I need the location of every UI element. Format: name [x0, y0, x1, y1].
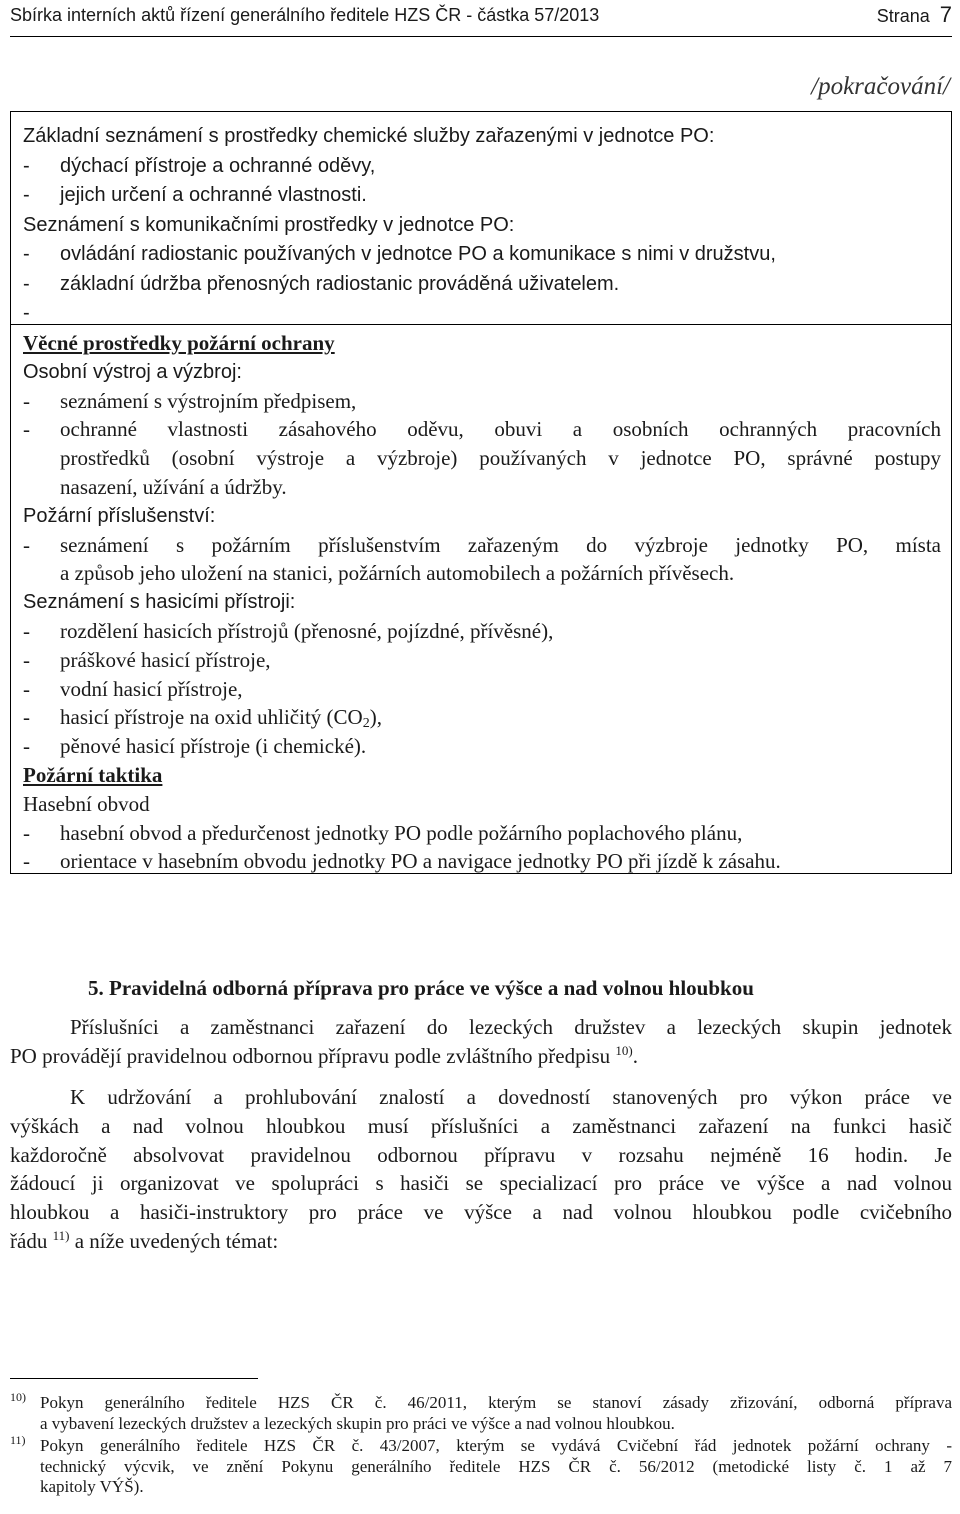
section-heading: 5. Pravidelná odborná příprava pro práce ve výšce a nad volnou hloubkou [88, 976, 754, 1000]
subheading-personal-gear: Osobní výstroj a výzbroj: [23, 360, 242, 383]
list-item: - jejich určení a ochranné vlastnosti. [23, 184, 367, 206]
list-item: - orientace v hasebním obvodu jednotky PO a navigace jednotky PO při jízdě k zásahu. [23, 849, 781, 874]
footnote-ref: 10) [615, 1042, 633, 1058]
box-text-line: Seznámení s komunikačními prostředky v jednotce PO: [23, 213, 515, 236]
list-item: - rozdělení hasicích přístrojů (přenosné, pojízdné, přívěsné), [23, 618, 554, 643]
subheading-accessories: Požární příslušenství: [23, 504, 216, 527]
subheading-district: Hasební obvod [23, 791, 150, 816]
box-text-line: Základní seznámení s prostředky chemické služby zařazenými v jednotce PO: [23, 125, 715, 147]
footnote-divider [10, 1378, 258, 1379]
footnote-ref: 11) [52, 1227, 70, 1243]
page-number: 7 [939, 2, 952, 27]
list-item: - vodní hasicí přístroje, [23, 676, 243, 701]
list-item: - hasební obvod a předurčenost jednotky PO podle požárního poplachového plánu, [23, 820, 743, 845]
footnote-10: 10) Pokyn generálního ředitele HZS ČR č. 46/2011, kterým se stanoví zásady zřizování, odborná příprava a vybavení lezeckých družstev a lezeckých skupin pro práci ve výšce a nad volnou hloubkou. [10, 1390, 952, 1433]
list-item: - hasicí přístroje na oxid uhličitý $(CO_2)$, [23, 705, 382, 732]
topic-box-equipment-tactics [10, 324, 952, 874]
collection-title: Sbírka interních aktů řízení generálního ředitele HZS ČR - částka 57/2013 [10, 5, 600, 25]
continuation-note: /pokračování/ [811, 73, 950, 100]
topic-box-content [23, 122, 941, 329]
list-item: - seznámení s výstrojním předpisem, [23, 388, 357, 413]
list-item: - ochranné vlastnosti zásahového oděvu, obuvi a osobních ochranných pracovních prostředků (osobní výstroje a výzbroje) používaných v jednotce PO, správné postupy nasazení, užívání a údržby. [23, 417, 941, 499]
list-item: - seznámení s požárním příslušenstvím zařazeným do výzbroje jednotky PO, místa a způsob jeho uložení na stanici, požárních automobilech a požárních přívěsech. [23, 532, 941, 586]
heading-fire-tactics: Požární taktika [23, 762, 163, 787]
topic-box-chemical-communication [10, 111, 952, 325]
header-divider [10, 36, 952, 37]
page-label: Strana [876, 6, 930, 26]
page-indicator [877, 2, 952, 29]
paragraph-2: K udržování a prohlubování znalostí a dovedností stanovených pro výkon práce ve výškách a nad volnou hloubkou musí příslušníci a zaměstnanci zařazení na funkci hasič každoročně absolvovat pravidelnou odbornou přípravu v rozsahu nejméně 16 hodin. Je žádoucí ji organizovat ve spolupráci s hasiči se specializací pro práce ve výšce a nad volnou hloubkou a hasiči-instruktory pro práce ve výšce a nad volnou hloubkou podle cvičebního řádu $^{11)}$ a níže uvedených témat: [10, 1085, 952, 1253]
paragraph-1: Příslušníci a zaměstnanci zařazení do lezeckých družstev a lezeckých skupin jednotek PO provádějí pravidelnou odbornou přípravu podle zvláštního předpisu $^{10)}$. [10, 1015, 952, 1068]
list-item: - ovládání radiostanic používaných v jednotce PO a komunikace s nimi v družstvu, [23, 243, 776, 265]
heading-equipment: Věcné prostředky požární ochrany [23, 331, 335, 355]
topic-box-content [23, 329, 941, 876]
list-item: - pěnové hasicí přístroje (i chemické). [23, 734, 367, 759]
page-header [10, 2, 952, 28]
footnote-11: 11) Pokyn generálního ředitele HZS ČR č. 43/2007, kterým se vydává Cvičební řád jednotek požární ochrany - technický výcvik, ve znění Pokynu generálního ředitele HZS ČR č. 56/2012 (metodické listy č. 1 až 7 kapitoly VÝŠ). [10, 1433, 952, 1496]
list-item: - dýchací přístroje a ochranné oděvy, [23, 154, 376, 177]
footnotes [10, 1390, 952, 1498]
list-item: - základní údržba přenosných radiostanic prováděná uživatelem. [23, 272, 620, 295]
list-item: - práškové hasicí přístroje, [23, 647, 271, 672]
box-text-line: - [23, 302, 30, 324]
subheading-extinguishers: Seznámení s hasicími přístroji: [23, 591, 296, 614]
